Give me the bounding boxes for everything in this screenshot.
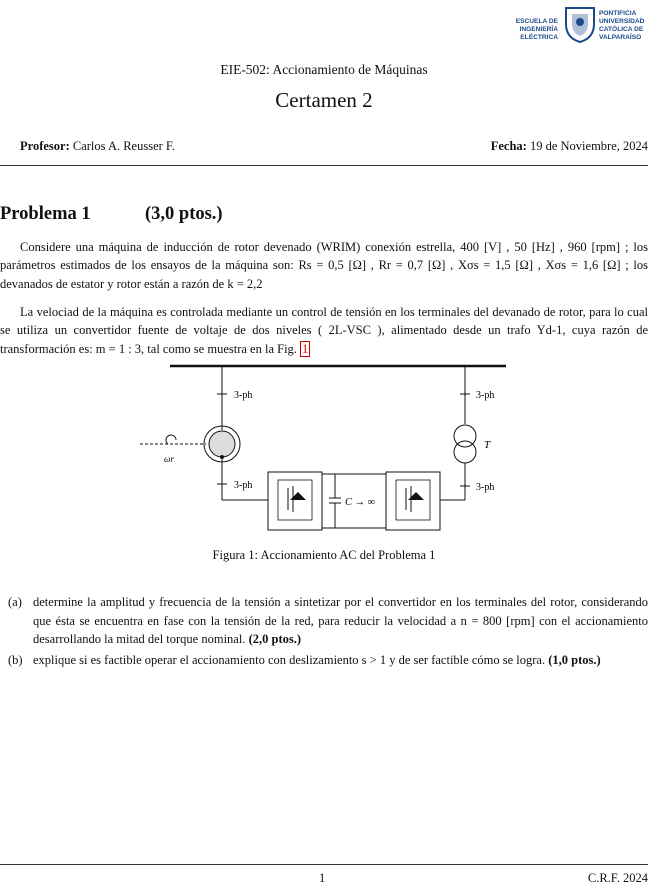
header-divider [0,165,648,166]
problem-points: (3,0 ptos.) [145,204,223,224]
problem-paragraph-1: Considere una máquina de inducción de rotor devenado (WRIM) conexión estrella, 400 [V] , 50 [Hz] , 960 [rpm] ; los parámetros estimados de los ensayos de la máquina son: Rs = 0,5 [Ω] , Rr = 0,7 [Ω] , Xσs = 1,5 [Ω] , Xσs = 1,6 [Ω] ; los devanados de estator y rotor están a razón de k = 2,2 [0,240,648,291]
drive-schematic [130,360,520,535]
question-b-points: (1,0 ptos.) [548,653,601,667]
problem-title: Problema 1 [0,204,91,224]
question-a-label: (a) [8,595,22,609]
question-b-text: explique si es factible operar el accionamiento con deslizamiento s > 1 y de ser factible cómo se logra. [33,653,546,667]
school-logo-text: ESCUELA DE INGENIERÍA ELÉCTRICA [515,18,558,41]
date-value: 19 de Noviembre, 2024 [529,139,648,153]
label-3ph-right-bottom: 3-ph [476,482,495,493]
university-logo-text: PONTIFICIA UNIVERSIDAD CATÓLICA DE VALPARAÍSO [599,10,645,41]
footer-divider [0,864,648,865]
label-3ph-right-top: 3-ph [476,390,495,401]
question-b [8,651,648,670]
professor-name: Carlos A. Reusser F. [72,139,175,153]
date-label: Fecha: [490,139,527,153]
label-dc-link: C → ∞ [345,497,376,508]
exam-title: Certamen 2 [275,88,373,112]
label-transformer: T [484,439,491,451]
date-line [491,139,648,154]
question-a-points: (2,0 ptos.) [248,632,302,646]
question-a-text: determine la amplitud y frecuencia de la tensión a sintetizar por el convertidor en los terminales del rotor, considerando que ésta se encuentra en fase con la tensión de la red, para reducir la velocidad a n = 800 [rpm] con el accionamiento desarrollando la mitad del torque nominal. [33,595,648,646]
page-number: 1 [319,871,326,885]
label-omega-r: ωr [164,454,174,464]
label-3ph-left-bottom: 3-ph [234,480,253,491]
figure-reference-link[interactable]: 1 [302,341,309,356]
label-3ph-left-top: 3-ph [234,390,253,401]
question-a [8,593,648,649]
figure-caption: Figura 1: Accionamiento AC del Problema 1 [212,548,436,562]
university-crest-icon [562,4,598,44]
footer-initials: C.R.F. 2024 [587,871,648,885]
problem-paragraph-2: La velociad de la máquina es controlada mediante un control de tensión en los terminales del devanado de rotor, para lo cual se utiliza un convertidor fuente de voltaje de dos niveles ( 2L-VSC ), alimentado desde un trafo Yd-1, cuya razón de transformación es: m = 1 : 3, tal como se muestra en la Fig. 1 [0,305,648,356]
question-b-label: (b) [8,653,23,667]
course-name: EIE-502: Accionamiento de Máquinas [220,62,428,77]
professor-line [20,139,175,154]
professor-label: Profesor: [20,139,70,153]
